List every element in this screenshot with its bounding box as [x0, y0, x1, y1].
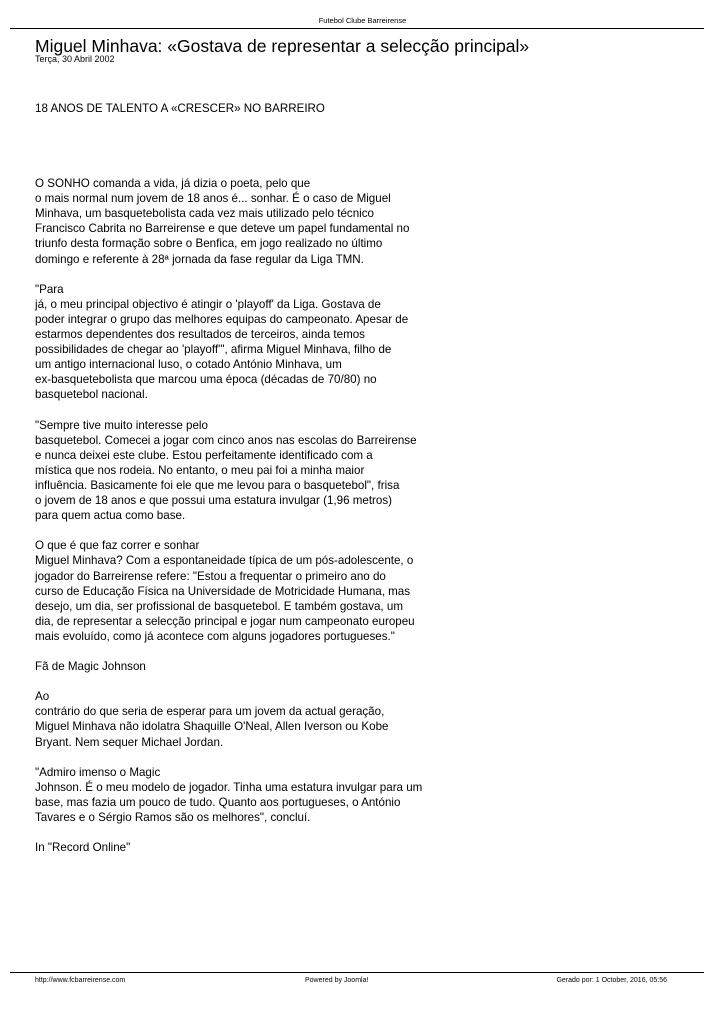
- article-body: [35, 101, 455, 870]
- site-name-header: Futebol Clube Barreirense: [318, 16, 407, 25]
- article-paragraph: "Sempre tive muito interesse pelo basquetebol. Comecei a jogar com cinco anos nas escolas do Barreirense e nunca deixei este clube. Estou perfeitamente identificado com a mística que nos rodeia. No entanto, o meu pai foi a minha maior influência. Basicamente foi ele que me levou para o basquetebol", frisa o jovem de 18 anos e que possui uma estatura invulgar (1,96 metros) para quem actua como base.: [35, 418, 417, 523]
- article-title: Miguel Minhava: «Gostava de representar a selecção principal»: [35, 36, 530, 56]
- article-paragraph: O que é que faz correr e sonhar Miguel Minhava? Com a espontaneidade típica de um pós-adolescente, o jogador do Barreirense refere: "Estou a frequentar o primeiro ano do curso de Educação Física na Universidade de Motricidade Humana, mas desejo, um dia, ser profissional de basquetebol. E também gostava, um dia, de representar a selecção principal e jogar num campeonato europeu mais evoluído, como já acontece com alguns jogadores portugueses.": [35, 539, 415, 643]
- footer-divider: [10, 972, 704, 973]
- article-paragraph: "Admiro imenso o Magic Johnson. É o meu modelo de jogador. Tinha uma estatura invulgar para um base, mas fazia um pouco de tudo. Quanto aos portugueses, o António Tavares e o Sérgio Ramos são os melhores", concluí.: [35, 765, 423, 825]
- footer-powered-by: Powered by Joomla!: [305, 977, 369, 984]
- footer-generated-date: Gerado por: 1 October, 2016, 05:56: [556, 977, 667, 984]
- article-paragraph: O SONHO comanda a vida, já dizia o poeta, pelo que o mais normal num jovem de 18 anos é... sonhar. É o caso de Miguel Minhava, um basquetebolista cada vez mais utilizado pelo técnico Francisco Cabrita no Barreirense e que deteve um papel fundamental no triunfo desta formação sobre o Benfica, em jogo realizado no último domingo e referente à 28ª jornada da fase regular da Liga TMN.: [35, 177, 410, 266]
- article-subheading: 18 ANOS DE TALENTO A «CRESCER» NO BARREIRO: [35, 102, 325, 115]
- header-divider: [10, 28, 704, 29]
- article-paragraph: "Para já, o meu principal objectivo é atingir o 'playoff' da Liga. Gostava de poder integrar o grupo das melhores equipas do campeonato. Apesar de estarmos dependentes dos resultados de terceiros, ainda temos possibilidades de chegar ao 'playoff'", afirma Miguel Minhava, filho de um antigo internacional luso, o cotado António Minhava, um ex-basquetebolista que marcou uma época (décadas de 70/80) no basquetebol nacional.: [35, 282, 409, 402]
- article-source: In "Record Online": [35, 841, 131, 855]
- article-date: Terça, 30 Abril 2002: [35, 54, 115, 64]
- footer-url-link[interactable]: http://www.fcbarreirense.com: [35, 977, 126, 984]
- article-paragraph: Ao contrário do que seria de esperar para um jovem da actual geração, Miguel Minhava não idolatra Shaquille O'Neal, Allen Iverson ou Kobe Bryant. Nem sequer Michael Jordan.: [35, 690, 389, 749]
- section-heading: Fã de Magic Johnson: [35, 660, 146, 674]
